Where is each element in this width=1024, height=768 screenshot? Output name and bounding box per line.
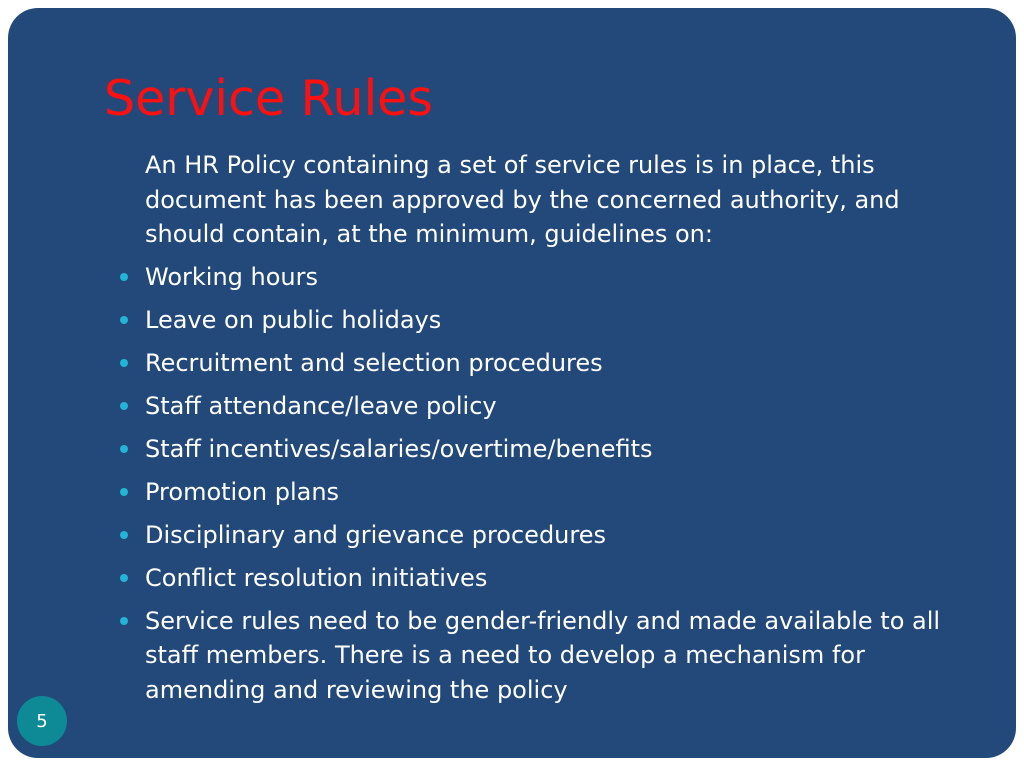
bullet-dot-icon bbox=[120, 574, 128, 582]
list-item-text: Conflict resolution initiatives bbox=[145, 563, 488, 592]
list-item bbox=[118, 346, 978, 381]
slide-body bbox=[118, 148, 978, 716]
list-item bbox=[118, 303, 978, 338]
list-item bbox=[118, 475, 978, 510]
page-number-badge: 5 bbox=[17, 696, 67, 746]
bullet-dot-icon bbox=[120, 617, 128, 625]
list-item-text: Staff attendance/leave policy bbox=[145, 391, 497, 420]
bullet-dot-icon bbox=[120, 488, 128, 496]
list-item-text: Recruitment and selection procedures bbox=[145, 348, 603, 377]
list-item bbox=[118, 604, 978, 708]
bullet-dot-icon bbox=[120, 531, 128, 539]
bullet-dot-icon bbox=[120, 402, 128, 410]
list-item bbox=[118, 432, 978, 467]
list-item bbox=[118, 260, 978, 295]
list-item-text: Working hours bbox=[145, 262, 318, 291]
bullet-dot-icon bbox=[120, 359, 128, 367]
bullet-list bbox=[118, 260, 978, 708]
list-item bbox=[118, 389, 978, 424]
intro-paragraph: An HR Policy containing a set of service rules is in place, this document has been approved by the concerned authority, and should contain, at the minimum, guidelines on: bbox=[145, 151, 900, 248]
bullet-dot-icon bbox=[120, 273, 128, 281]
bullet-dot-icon bbox=[120, 316, 128, 324]
list-item-text: Disciplinary and grievance procedures bbox=[145, 520, 607, 549]
slide-title: Service Rules bbox=[104, 70, 433, 127]
list-item-text: Leave on public holidays bbox=[145, 305, 442, 334]
list-item bbox=[118, 561, 978, 596]
list-item-text: Promotion plans bbox=[145, 477, 340, 506]
bullet-dot-icon bbox=[120, 445, 128, 453]
list-item bbox=[118, 518, 978, 553]
list-item-text: Staff incentives/salaries/overtime/benefits bbox=[145, 434, 653, 463]
slide bbox=[8, 8, 1016, 758]
list-item-text: Service rules need to be gender-friendly and made available to all staff members. There is a need to develop a mechanism for amending and reviewing the policy bbox=[145, 606, 941, 704]
